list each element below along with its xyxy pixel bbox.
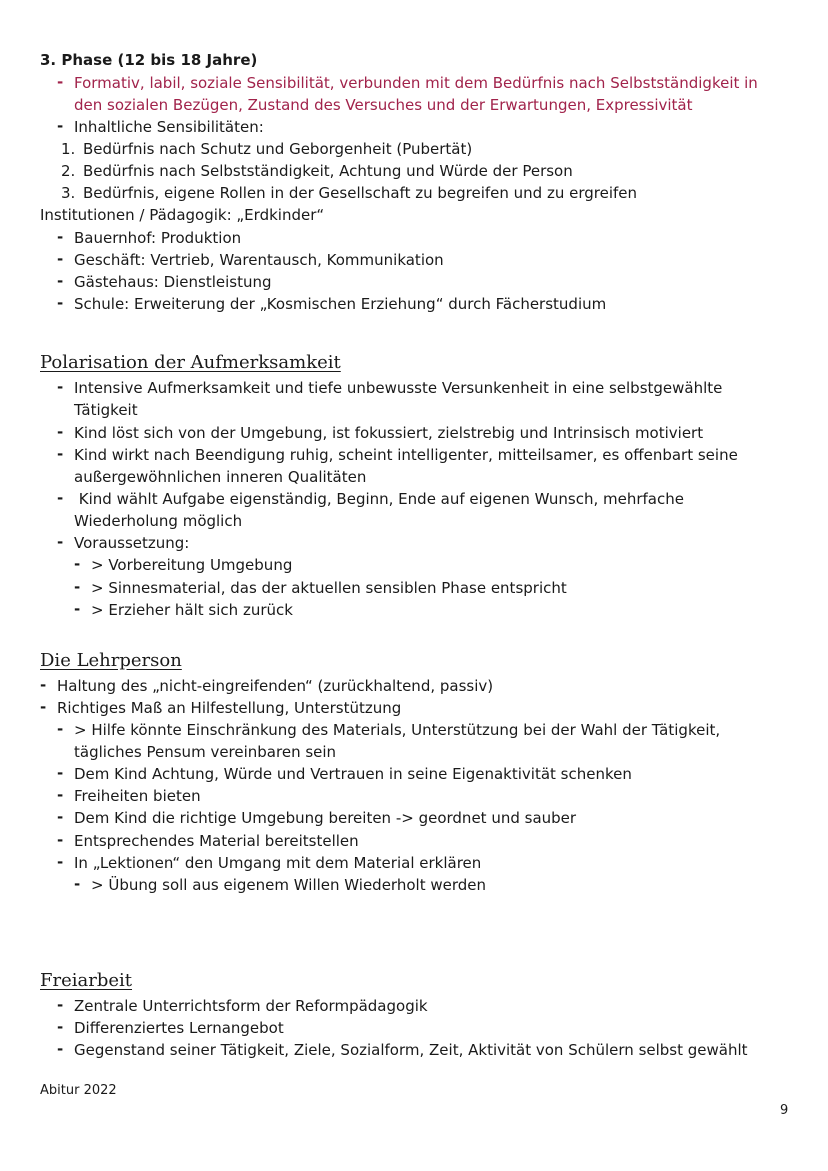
institutions-label: Institutionen / Pädagogik: „Erdkinder“ xyxy=(40,206,325,224)
sub-list-item: - > Vorbereitung Umgebung xyxy=(91,555,292,575)
phase-title: 3. Phase (12 bis 18 Jahre) xyxy=(40,51,258,69)
section-heading-lehrperson: Die Lehrperson xyxy=(40,650,182,671)
list-item-continuation: Tätigkeit xyxy=(74,401,138,419)
list-item: - Intensive Aufmerksamkeit und tiefe unbewusste Versunkenheit in eine selbstgewählte xyxy=(74,378,722,398)
sub-list-item: - > Sinnesmaterial, das der aktuellen sensiblen Phase entspricht xyxy=(91,578,567,598)
institution-item: - Bauernhof: Produktion xyxy=(74,228,241,248)
sub-list-item: - Entsprechendes Material bereitstellen xyxy=(74,831,359,851)
list-item: - Kind wirkt nach Beendigung ruhig, scheint intelligenter, mitteilsamer, es offenbart seine xyxy=(74,445,738,465)
section-heading-polarisation: Polarisation der Aufmerksamkeit xyxy=(40,352,341,373)
list-item: - Differenziertes Lernangebot xyxy=(74,1018,284,1038)
phase-description-line: den sozialen Bezügen, Zustand des Versuches und der Erwartungen, Expressivität xyxy=(74,96,693,114)
sub-list-item: - In „Lektionen“ den Umgang mit dem Material erklären xyxy=(74,853,481,873)
page-number: 9 xyxy=(780,1103,789,1118)
sensibility-item: Bedürfnis nach Selbstständigkeit, Achtung und Würde der Person xyxy=(83,162,573,180)
institution-item: - Schule: Erweiterung der „Kosmischen Erziehung“ durch Fächerstudium xyxy=(74,294,606,314)
list-item: - Voraussetzung: xyxy=(74,533,189,553)
sub-list-item-continuation: tägliches Pensum vereinbaren sein xyxy=(74,743,337,761)
list-item: - Kind löst sich von der Umgebung, ist fokussiert, zielstrebig und Intrinsisch motiviert xyxy=(74,423,703,443)
sensibility-number: 3. xyxy=(61,184,76,202)
sensibility-item: Bedürfnis nach Schutz und Geborgenheit (Pubertät) xyxy=(83,140,473,158)
institution-item: - Geschäft: Vertrieb, Warentausch, Kommunikation xyxy=(74,250,444,270)
sub-sub-list-item: - > Übung soll aus eigenem Willen Wiederholt werden xyxy=(91,875,486,895)
section-heading-freiarbeit: Freiarbeit xyxy=(40,970,133,991)
sensibilities-label: - Inhaltliche Sensibilitäten: xyxy=(74,117,264,137)
sub-list-item: - Dem Kind die richtige Umgebung bereiten -> geordnet und sauber xyxy=(74,808,576,828)
sub-list-item: - Freiheiten bieten xyxy=(74,786,201,806)
footer-label: Abitur 2022 xyxy=(40,1083,117,1098)
sub-list-item: - > Erzieher hält sich zurück xyxy=(91,600,293,620)
sensibility-item: Bedürfnis, eigene Rollen in der Gesellschaft zu begreifen und zu ergreifen xyxy=(83,184,638,202)
sensibility-number: 2. xyxy=(61,162,76,180)
list-item: - Haltung des „nicht-eingreifenden“ (zurückhaltend, passiv) xyxy=(57,676,493,696)
sub-list-item: - Dem Kind Achtung, Würde und Vertrauen in seine Eigenaktivität schenken xyxy=(74,764,632,784)
phase-description-line: - Formativ, labil, soziale Sensibilität, verbunden mit dem Bedürfnis nach Selbstständigkeit in xyxy=(74,73,758,93)
list-item: - Kind wählt Aufgabe eigenständig, Beginn, Ende auf eigenen Wunsch, mehrfache xyxy=(74,489,684,509)
sensibility-number: 1. xyxy=(61,140,76,158)
institution-item: - Gästehaus: Dienstleistung xyxy=(74,272,272,292)
sub-list-item: - > Hilfe könnte Einschränkung des Materials, Unterstützung bei der Wahl der Tätigkeit, xyxy=(74,720,720,740)
list-item: - Gegenstand seiner Tätigkeit, Ziele, Sozialform, Zeit, Aktivität von Schülern selbst gewählt xyxy=(74,1040,748,1060)
list-item-continuation: außergewöhnlichen inneren Qualitäten xyxy=(74,468,367,486)
list-item: - Richtiges Maß an Hilfestellung, Unterstützung xyxy=(57,698,401,718)
list-item: - Zentrale Unterrichtsform der Reformpädagogik xyxy=(74,996,428,1016)
list-item-continuation: Wiederholung möglich xyxy=(74,512,243,530)
